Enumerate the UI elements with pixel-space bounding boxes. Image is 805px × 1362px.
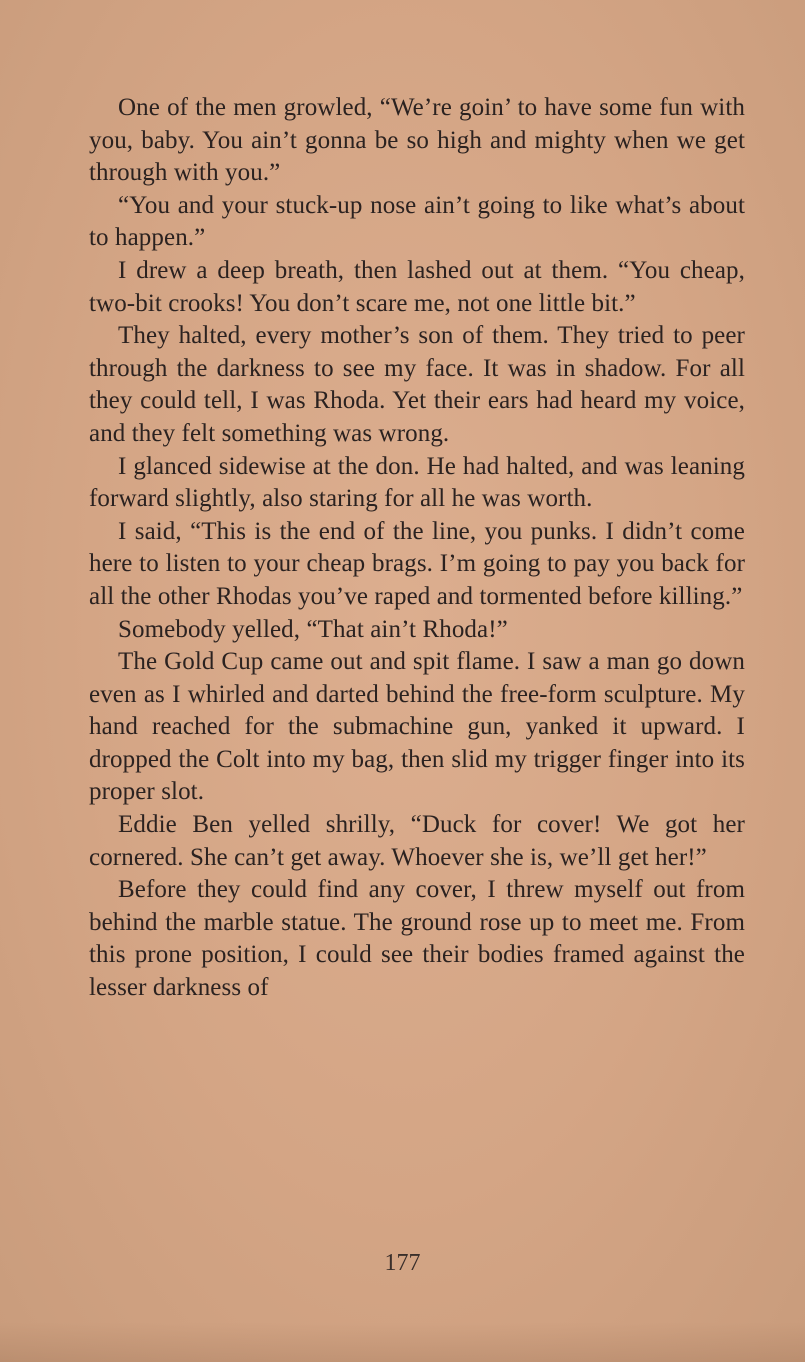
paragraph: I drew a deep breath, then lashed out at them. “You cheap, two-bit crooks! You don’t scare me, not one little bit.” — [89, 256, 745, 317]
body-text — [89, 92, 745, 1005]
page-number: 177 — [384, 1250, 421, 1276]
paragraph: Eddie Ben yelled shrilly, “Duck for cover! We got her cornered. She can’t get away. Whoever she is, we’ll get her!” — [89, 811, 745, 871]
paragraph: “You and your stuck-up nose ain’t going to like what’s about to happen.” — [89, 191, 745, 252]
paragraph: The Gold Cup came out and spit flame. I saw a man go down even as I whirled and darted behind the free-form sculpture. My hand reached for the submachine gun, yanked it upward. I dropped the Colt into my bag, then slid my trigger finger into its proper slot. — [89, 648, 745, 806]
page-edge-shadow — [0, 1322, 805, 1362]
paragraph: One of the men growled, “We’re goin’ to have some fun with you, baby. You ain’t gonna be so high and mighty when we get through with you.” — [89, 94, 745, 187]
paragraph: They halted, every mother’s son of them. They tried to peer through the darkness to see my face. It was in shadow. For all they could tell, I was Rhoda. Yet their ears had heard my voice, and they felt something was wrong. — [89, 322, 745, 447]
paragraph: I said, “This is the end of the line, you punks. I didn’t come here to listen to your cheap brags. I’m going to pay you back for all the other Rhodas you’ve raped and tormented before killing.” — [89, 517, 745, 610]
paragraph: Before they could find any cover, I threw myself out from behind the marble statue. The ground rose up to meet me. From this prone position, I could see their bodies framed against the lesser darkness of — [89, 876, 745, 1002]
paragraph: I glanced sidewise at the don. He had halted, and was leaning forward slightly, also staring for all he was worth. — [89, 452, 745, 513]
paragraph: Somebody yelled, “That ain’t Rhoda!” — [118, 615, 508, 643]
